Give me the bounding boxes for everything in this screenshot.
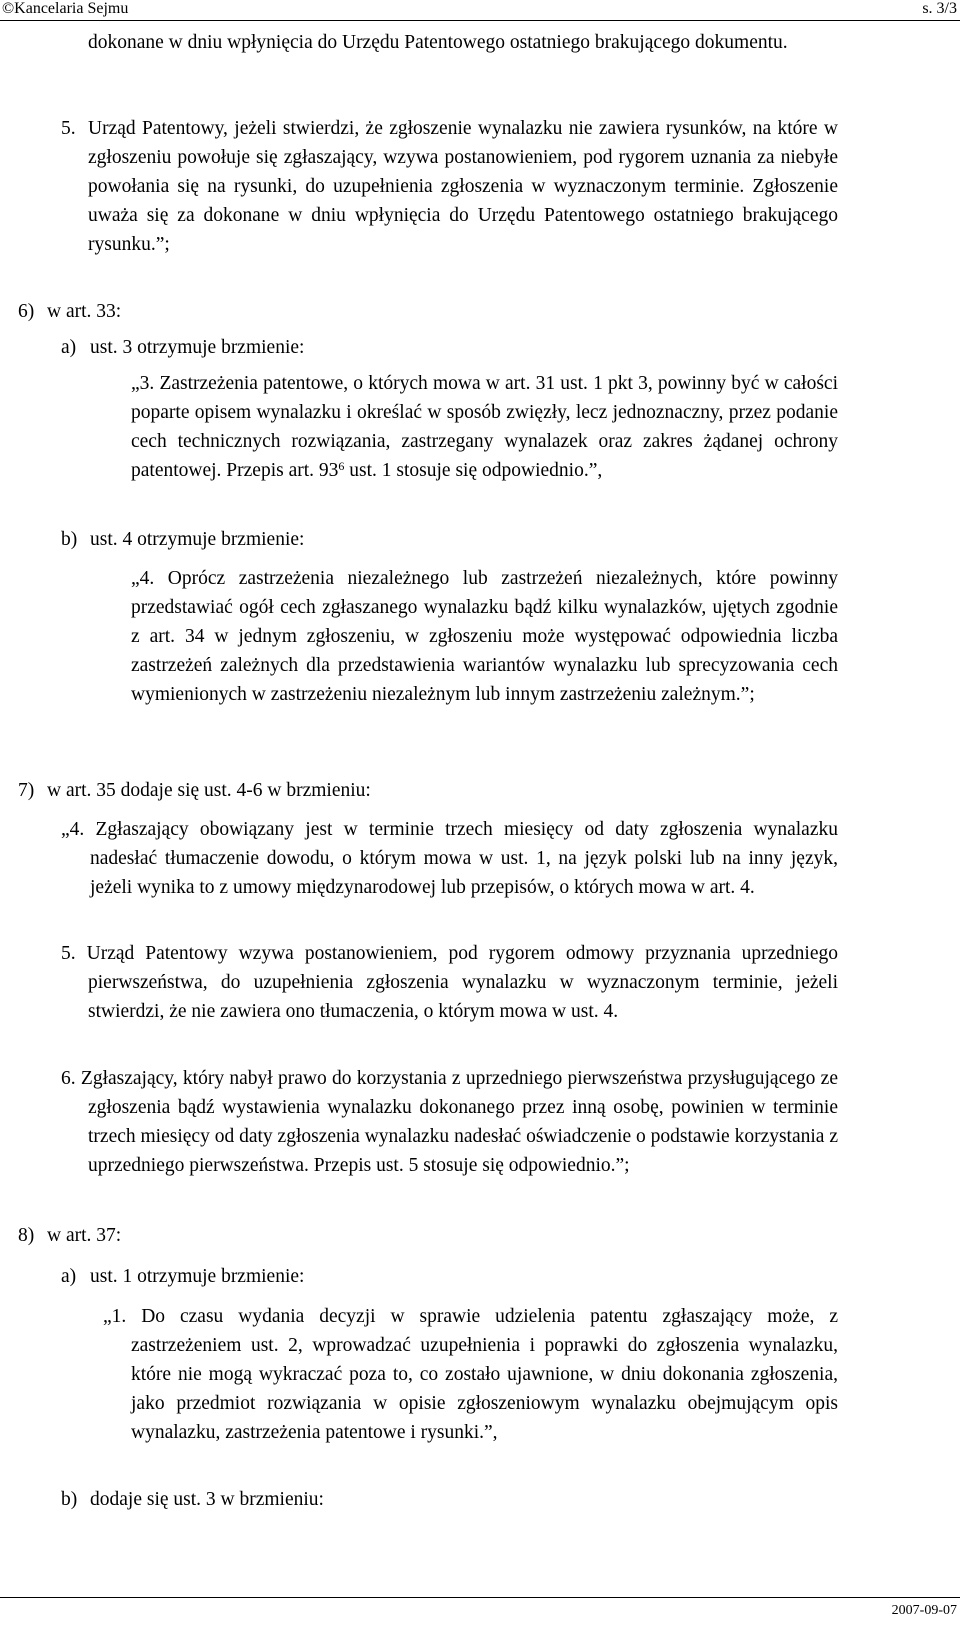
point-5-text: Urząd Patentowy, jeżeli stwierdzi, że zgłoszenie wynalazku nie zawiera rysunków, na które w zgłoszeniu powołuje się zgłaszający, wzywa postanowieniem, pod rygorem uznania za niebyłe powołania się na rysunki, do uzupełnienia zgłoszenia w wyznaczonym terminie. Zgłoszenie uważa się za dokonane w dniu wpłynięcia do Urzędu Patentowego ostatniego brakującego rysunku.”; [88,118,838,255]
footer-rule [0,1597,960,1598]
item-6a-letter: a) [61,337,77,358]
header-copyright: ©Kancelaria Sejmu [2,0,129,17]
item-6-text: w art. 33: [47,301,122,322]
new-ust-6: 6. Zgłaszający, który nabył prawo do korzystania z uprzedniego pierwszeństwa przysługującego ze zgłoszenia bądź wystawienia wynalazku dokonanego przez inną osobę, powinien w terminie trzech miesięcy od daty zgłoszenia wynalazku nadesłać oświadczenie o podstawie korzystania z uprzedniego pierwszeństwa. Przepis ust. 5 stosuje się odpowiednio.”; [61,1068,838,1176]
header-page-number: s. 3/3 [922,0,957,17]
quote-ust-1: „1. Do czasu wydania decyzji w sprawie udzielenia patentu zgłaszający może, z zastrzeżeniem ust. 2, wprowadzać uzupełnienia i poprawki do zgłoszenia wynalazku, które nie mogą wykraczać poza to, co zostało ujawnione, w dniu dokonania zgłoszenia, jako przedmiot rozwiązania w opisie zgłoszeniowym wynalazku obejmującym opis wynalazku, zastrzeżenia patentowe i rysunki.”, [103,1306,838,1443]
item-7-number: 7) [18,780,35,801]
item-8a-letter: a) [61,1266,77,1287]
continuation-paragraph: dokonane w dniu wpłynięcia do Urzędu Patentowego ostatniego brakującego dokumentu. [88,32,788,53]
item-8b-letter: b) [61,1489,78,1510]
item-8b-text: dodaje się ust. 3 w brzmieniu: [90,1489,324,1510]
new-ust-5: 5. Urząd Patentowy wzywa postanowieniem, pod rygorem odmowy przyznania uprzedniego pierwszeństwa, do uzupełnienia zgłoszenia wynalazku w wyznaczonym terminie, jeżeli stwierdzi, że nie zawiera ono tłumaczenia, o którym mowa w ust. 4. [61,943,838,1022]
item-6-number: 6) [18,301,35,322]
item-8-text: w art. 37: [47,1225,122,1246]
item-6b-text: ust. 4 otrzymuje brzmienie: [90,529,305,550]
new-ust-4: „4. Zgłaszający obowiązany jest w terminie trzech miesięcy od daty zgłoszenia wynalazku nadesłać tłumaczenie dowodu, o którym mowa w ust. 1, na język polski lub na inny język, jeżeli wynika to z umowy międzynarodowej lub przepisów, o których mowa w art. 4. [61,819,838,898]
item-6a-text: ust. 3 otrzymuje brzmienie: [90,337,305,358]
quote-ust-4: „4. Oprócz zastrzeżenia niezależnego lub zastrzeżeń niezależnych, które powinny przedstawiać ogół cech zgłaszanego wynalazku bądź kilku wynalazków, ujętych zgodnie z art. 34 w jednym zgłoszeniu, w zgłoszeniu może występować odpowiednia liczba zastrzeżeń zależnych dla przedstawienia wariantów wynalazku lub sprecyzowania cech wymienionych w zastrzeżeniu niezależnym lub innym zastrzeżeniu zależnym.”; [131,568,838,705]
item-6b-letter: b) [61,529,78,550]
superscript-6: 6 [338,459,345,473]
quote-ust-3: „3. Zastrzeżenia patentowe, o których mowa w art. 31 ust. 1 pkt 3, powinny być w całości poparte opisem wynalazku i określać w sposób zwięzły, lecz jednoznaczny, przez podanie cech technicznych rozwiązania, zastrzegany wynalazek oraz zakres żądanej ochrony patentowej. Przepis art. $93^6$ ust. 1 stosuje się odpowiednio.”, [131,373,838,481]
page-header [0,0,960,22]
item-7-text: w art. 35 dodaje się ust. 4-6 w brzmieniu: [47,780,371,801]
header-rule [0,20,960,21]
item-8a-text: ust. 1 otrzymuje brzmienie: [90,1266,305,1287]
item-8-number: 8) [18,1225,35,1246]
point-5-number: 5. [61,118,76,139]
footer-date: 2007-09-07 [891,1603,957,1618]
